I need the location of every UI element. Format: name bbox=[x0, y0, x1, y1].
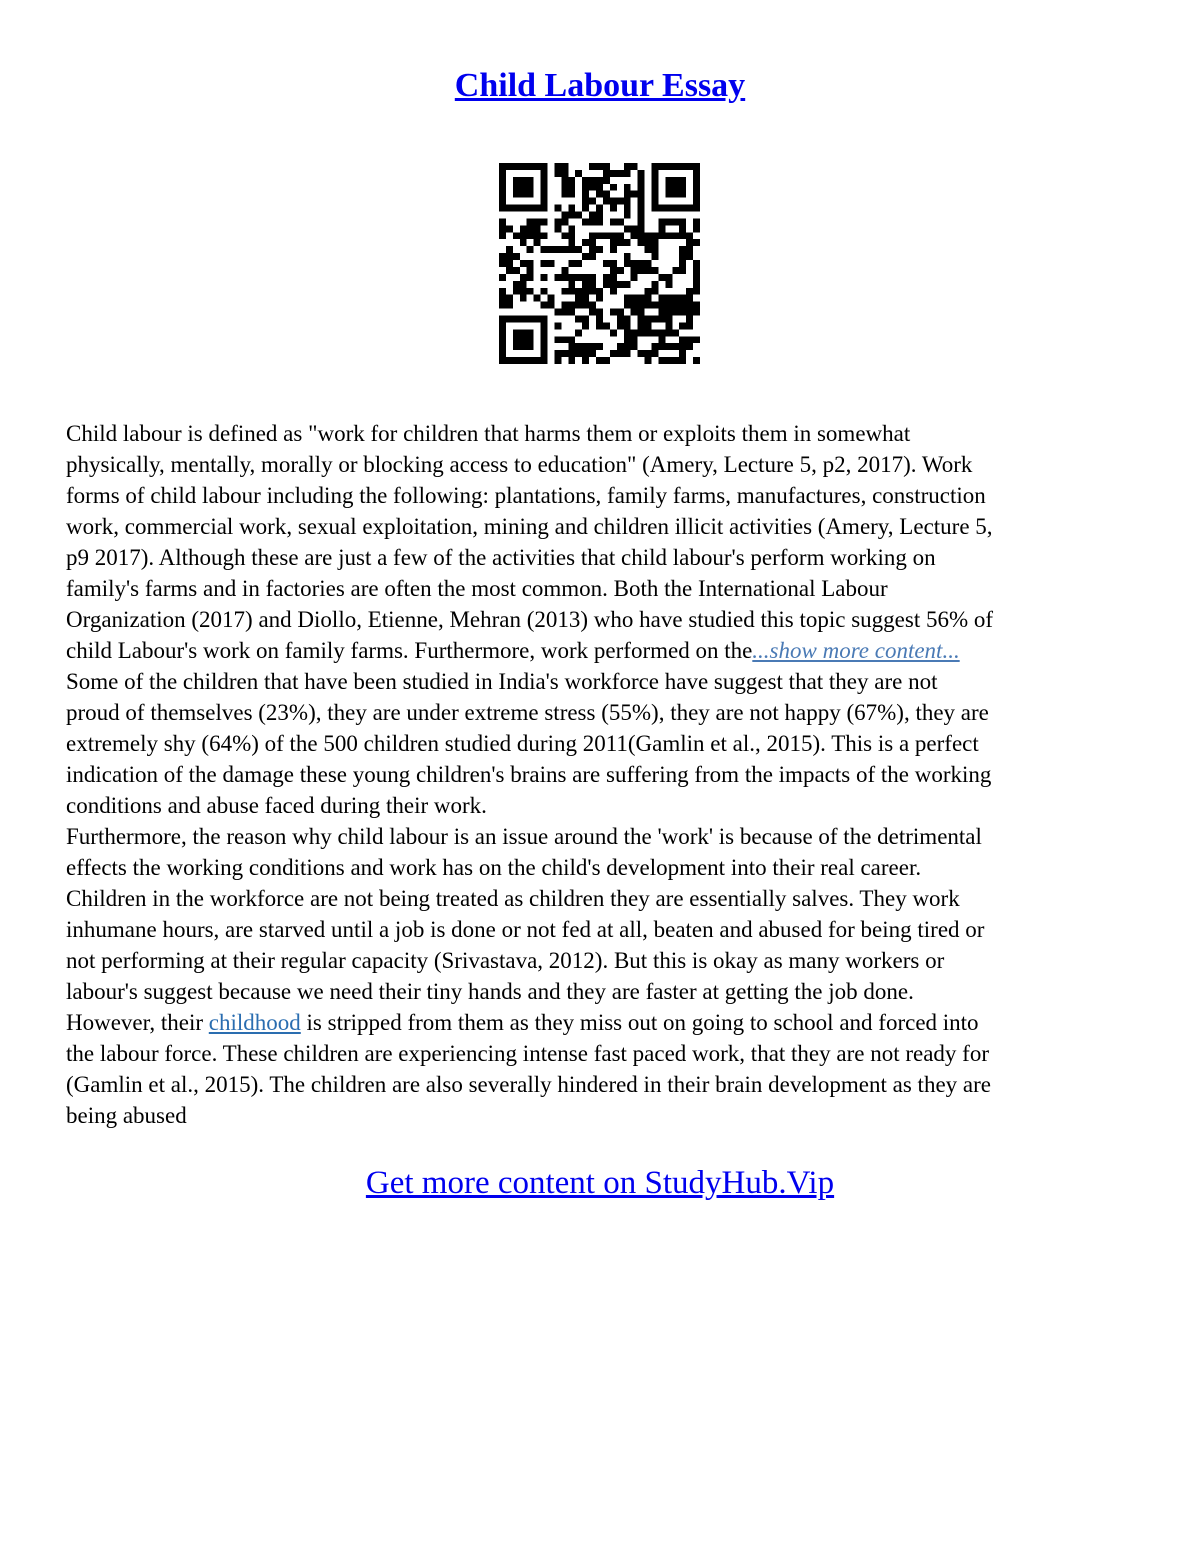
essay-line: Child labour is defined as "work for children that harms them or exploits them in somewhat bbox=[66, 421, 911, 446]
essay-line: extremely shy (64%) of the 500 children studied during 2011(Gamlin et al., 2015). This is a perfect bbox=[66, 731, 979, 756]
essay-line: effects the working conditions and work has on the child's development into their real career. bbox=[66, 855, 922, 880]
essay-line: inhumane hours, are starved until a job is done or not fed at all, beaten and abused for being tired or bbox=[66, 917, 985, 942]
essay-line: physically, mentally, morally or blocking access to education" (Amery, Lecture 5, p2, 2017). Work bbox=[66, 452, 973, 477]
qr-code-graphic bbox=[499, 163, 700, 364]
essay-line: work, commercial work, sexual exploitation, mining and children illicit activities (Amery, Lecture 5, bbox=[66, 514, 993, 539]
studyhub-link[interactable]: Get more content on StudyHub.Vip bbox=[365, 1165, 835, 1201]
essay-line: Some of the children that have been studied in India's workforce have suggest that they are not bbox=[66, 669, 938, 694]
essay-body bbox=[66, 418, 1140, 1131]
essay-line: (Gamlin et al., 2015). The children are also severally hindered in their brain development as they are bbox=[66, 1072, 991, 1097]
essay-line: family's farms and in factories are often the most common. Both the International Labour bbox=[66, 576, 888, 601]
document-title bbox=[0, 64, 1200, 108]
title-link[interactable]: Child Labour Essay bbox=[454, 67, 746, 104]
childhood-link[interactable]: childhood bbox=[208, 1010, 301, 1035]
qr-code-icon bbox=[499, 163, 700, 364]
essay-line bbox=[66, 1007, 1140, 1038]
essay-line: indication of the damage these young children's brains are suffering from the impacts of the working bbox=[66, 762, 992, 787]
essay-line: Furthermore, the reason why child labour is an issue around the 'work' is because of the detrimental bbox=[66, 824, 982, 849]
essay-line: proud of themselves (23%), they are under extreme stress (55%), they are not happy (67%), they are bbox=[66, 700, 989, 725]
footer bbox=[0, 1161, 1200, 1205]
show-more-link[interactable]: ...show more content... bbox=[752, 638, 960, 663]
essay-line: Children in the workforce are not being treated as children they are essentially salves. They work bbox=[66, 886, 960, 911]
essay-line: Organization (2017) and Diollo, Etienne, Mehran (2013) who have studied this topic suggest 56% of bbox=[66, 607, 994, 632]
essay-line: p9 2017). Although these are just a few of the activities that child labour's perform working on bbox=[66, 545, 936, 570]
essay-line-text: is stripped from them as they miss out on going to school and forced into bbox=[300, 1010, 979, 1035]
essay-line: forms of child labour including the following: plantations, family farms, manufactures, construction bbox=[66, 483, 986, 508]
essay-line bbox=[66, 635, 1140, 666]
essay-line-text: However, their bbox=[66, 1010, 209, 1035]
essay-line: the labour force. These children are experiencing intense fast paced work, that they are not ready for bbox=[66, 1041, 989, 1066]
essay-line-text: child Labour's work on family farms. Furthermore, work performed on the bbox=[66, 638, 753, 663]
essay-line: being abused bbox=[66, 1103, 187, 1128]
essay-line: not performing at their regular capacity (Srivastava, 2012). But this is okay as many workers or bbox=[66, 948, 945, 973]
essay-line: labour's suggest because we need their tiny hands and they are faster at getting the job done. bbox=[66, 979, 914, 1004]
essay-line: conditions and abuse faced during their work. bbox=[66, 793, 487, 818]
